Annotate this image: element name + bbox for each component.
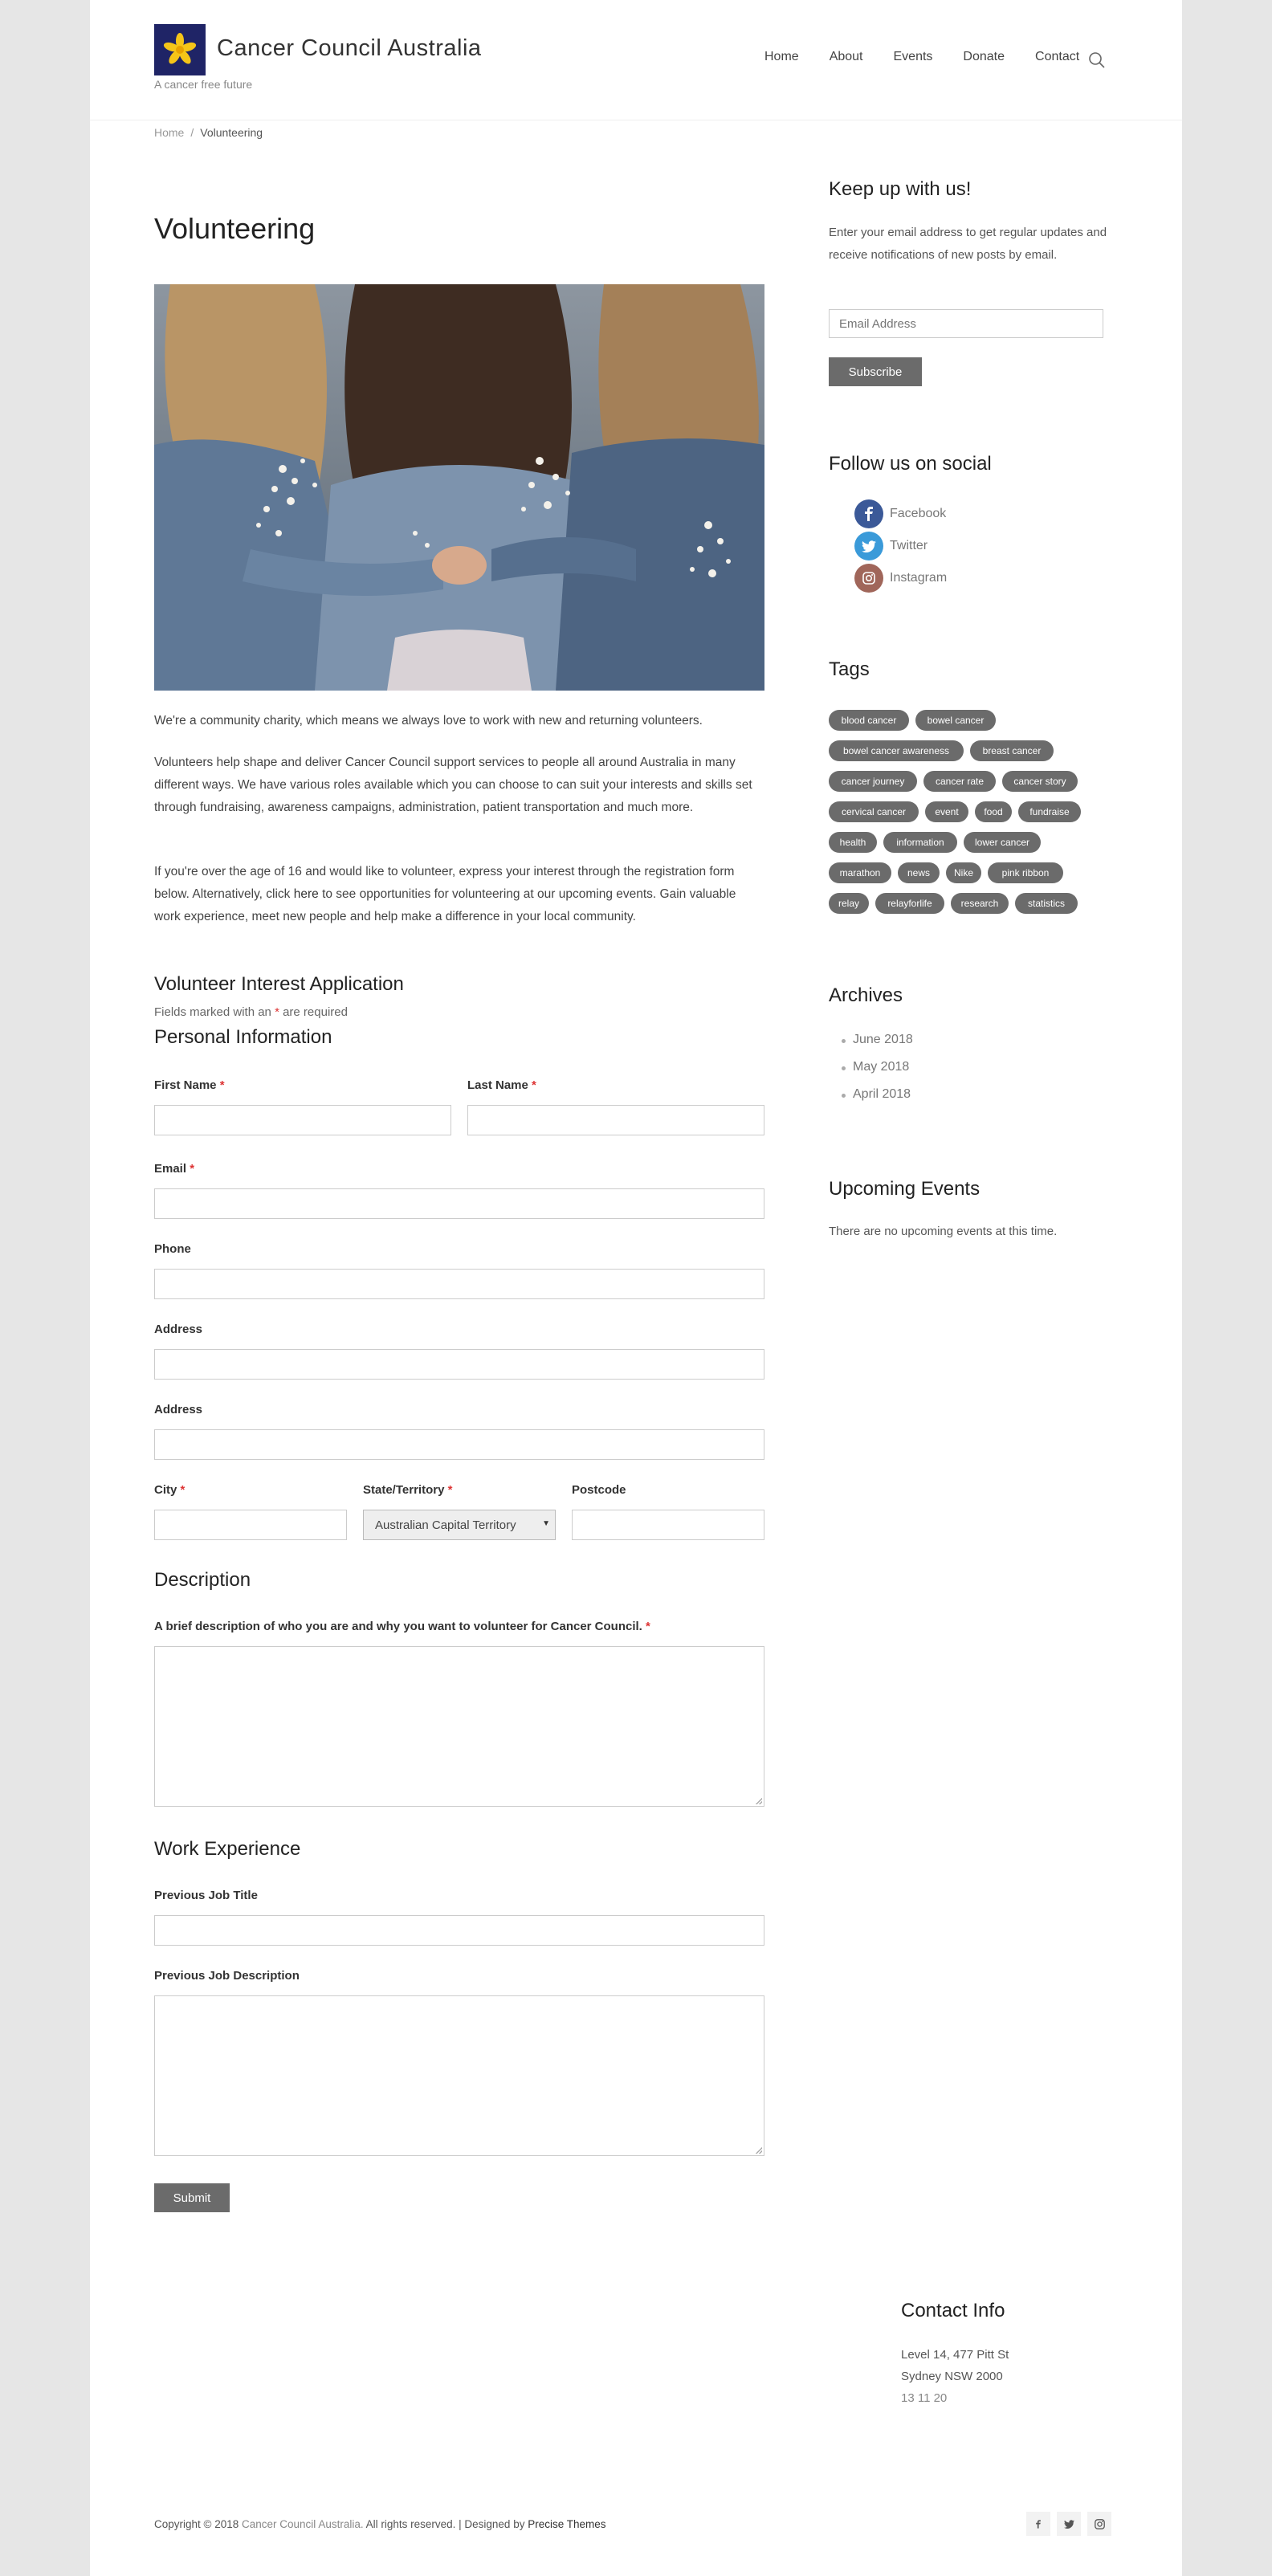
email-label-text: Email xyxy=(154,1162,187,1176)
newsletter-email-input[interactable] xyxy=(829,309,1103,338)
intro-paragraph: We're a community charity, which means we always love to work with new and returning volunteers. xyxy=(154,714,703,728)
site-tagline: A cancer free future xyxy=(154,78,253,91)
facebook-icon xyxy=(854,499,883,528)
contact-address-line1: Level 14, 477 Pitt St xyxy=(901,2348,1009,2362)
upcoming-events-heading: Upcoming Events xyxy=(829,1178,980,1200)
archive-link-june-2018[interactable]: June 2018 xyxy=(853,1033,913,1046)
required-star: * xyxy=(275,1005,279,1019)
last-name-input[interactable] xyxy=(467,1105,764,1135)
site-header xyxy=(90,0,1182,120)
tag-lower-cancer[interactable]: lower cancer xyxy=(964,832,1041,853)
breadcrumb-current: Volunteering xyxy=(200,126,263,139)
contact-address-line2: Sydney NSW 2000 xyxy=(901,2370,1003,2383)
footer-twitter-icon[interactable] xyxy=(1057,2512,1081,2536)
instagram-icon xyxy=(854,564,883,593)
required-star: * xyxy=(447,1483,453,1497)
tag-bowel-cancer[interactable]: bowel cancer xyxy=(915,710,996,731)
instagram-link[interactable] xyxy=(854,564,947,593)
tag-cancer-story[interactable]: cancer story xyxy=(1002,771,1078,792)
copyright xyxy=(154,2518,606,2530)
page-title: Volunteering xyxy=(154,212,316,245)
tag-fundraise[interactable]: fundraise xyxy=(1018,801,1081,822)
copyright-text: Copyright © 2018 xyxy=(154,2518,243,2530)
state-label xyxy=(363,1483,452,1497)
tag-cancer-rate[interactable]: cancer rate xyxy=(923,771,996,792)
daffodil-logo[interactable] xyxy=(154,24,206,75)
prev-job-desc-textarea[interactable] xyxy=(154,1995,764,2156)
facebook-label: Facebook xyxy=(890,507,947,520)
first-name-label-text: First Name xyxy=(154,1078,217,1092)
state-select[interactable] xyxy=(363,1510,556,1540)
work-experience-heading: Work Experience xyxy=(154,1838,301,1860)
tag-information[interactable]: information xyxy=(883,832,957,853)
search-icon[interactable] xyxy=(1088,51,1106,69)
nav-events[interactable]: Events xyxy=(893,50,933,63)
contact-phone[interactable]: 13 11 20 xyxy=(901,2391,948,2405)
form-title: Volunteer Interest Application xyxy=(154,973,404,995)
nav-donate[interactable]: Donate xyxy=(963,50,1005,63)
copyright-site-link[interactable]: Cancer Council Australia. xyxy=(242,2518,364,2530)
required-star: * xyxy=(646,1620,650,1633)
contact-info-heading: Contact Info xyxy=(901,2300,1005,2321)
first-name-input[interactable] xyxy=(154,1105,451,1135)
resize-handle[interactable] xyxy=(756,1798,762,1804)
required-star: * xyxy=(180,1483,186,1497)
city-label-text: City xyxy=(154,1483,177,1497)
email-field[interactable] xyxy=(154,1188,764,1219)
twitter-icon xyxy=(854,532,883,560)
personal-info-heading: Personal Information xyxy=(154,1026,332,1048)
nav-about[interactable]: About xyxy=(829,50,863,63)
required-star: * xyxy=(190,1162,195,1176)
designer-link[interactable]: Precise Themes xyxy=(528,2518,606,2530)
description-label-text: A brief description of who you are and why you want to volunteer for Cancer Council. xyxy=(154,1620,642,1633)
chevron-down-icon: ▼ xyxy=(539,1519,550,1528)
address2-field[interactable] xyxy=(154,1429,764,1460)
tag-blood-cancer[interactable]: blood cancer xyxy=(829,710,909,731)
tag-health[interactable]: health xyxy=(829,832,877,853)
footer-facebook-icon[interactable] xyxy=(1026,2512,1050,2536)
prev-job-title-label: Previous Job Title xyxy=(154,1889,258,1902)
facebook-link[interactable] xyxy=(854,499,946,528)
page xyxy=(90,0,1182,2576)
keep-up-text: Enter your email address to get regular updates and receive notifications of new posts by email. xyxy=(829,226,1107,262)
tag-breast-cancer[interactable]: breast cancer xyxy=(970,740,1054,761)
required-note-text: Fields marked with an xyxy=(154,1005,275,1019)
tag-food[interactable]: food xyxy=(975,801,1012,822)
register-text-start: If you're over the age of 16 and would like to volunteer, express your interest through the registration form below. Alternatively, click xyxy=(154,865,735,901)
tag-cancer-journey[interactable]: cancer journey xyxy=(829,771,917,792)
phone-label: Phone xyxy=(154,1242,191,1256)
tag-research[interactable]: research xyxy=(951,893,1009,914)
address-field[interactable] xyxy=(154,1349,764,1380)
postcode-field[interactable] xyxy=(572,1510,764,1540)
twitter-link[interactable] xyxy=(854,532,928,560)
subscribe-button[interactable]: Subscribe xyxy=(829,357,922,386)
tag-nike[interactable]: Nike xyxy=(946,862,981,883)
description-heading: Description xyxy=(154,1569,251,1591)
tag-pink-ribbon[interactable]: pink ribbon xyxy=(988,862,1063,883)
state-label-text: State/Territory xyxy=(363,1483,445,1497)
required-note-text-end: are required xyxy=(279,1005,348,1019)
footer-instagram-icon[interactable] xyxy=(1087,2512,1111,2536)
city-label xyxy=(154,1483,185,1497)
last-name-label-text: Last Name xyxy=(467,1078,528,1092)
archives-heading: Archives xyxy=(829,984,903,1006)
state-select-value: Australian Capital Territory xyxy=(375,1518,516,1532)
tags-heading: Tags xyxy=(829,658,870,680)
tag-news[interactable]: news xyxy=(898,862,940,883)
twitter-label: Twitter xyxy=(890,539,928,552)
opportunities-link[interactable]: here xyxy=(293,887,319,901)
volunteers-paragraph: Volunteers help shape and deliver Cancer Council support services to people all around Australia in many different ways. We have various roles available which you can choose to can suit your interests and skills set through fundraising, awareness campaigns, administration, patient transportation and much more. xyxy=(154,756,752,814)
register-text-end: to see opportunities for volunteering at our upcoming events. Gain valuable work experience, meet new people and help make a difference in your local community. xyxy=(154,887,736,923)
resize-handle[interactable] xyxy=(756,2147,762,2154)
address-label: Address xyxy=(154,1323,203,1336)
breadcrumb-home[interactable]: Home xyxy=(154,126,185,139)
description-textarea[interactable] xyxy=(154,1646,764,1807)
follow-heading: Follow us on social xyxy=(829,453,992,475)
no-events-text: There are no upcoming events at this time. xyxy=(829,1225,1058,1238)
instagram-label: Instagram xyxy=(890,571,948,585)
nav-contact[interactable]: Contact xyxy=(1035,50,1080,63)
last-name-label xyxy=(467,1078,536,1092)
register-paragraph xyxy=(154,861,764,928)
main-nav xyxy=(764,50,1110,64)
required-star: * xyxy=(219,1078,225,1092)
required-note xyxy=(154,1005,348,1019)
description-label xyxy=(154,1620,650,1633)
archive-link-april-2018[interactable]: April 2018 xyxy=(853,1087,911,1101)
prev-job-title-field[interactable] xyxy=(154,1915,764,1946)
tag-cervical-cancer[interactable]: cervical cancer xyxy=(829,801,919,822)
archive-link-may-2018[interactable]: May 2018 xyxy=(853,1060,910,1074)
tag-bowel-cancer-awareness[interactable]: bowel cancer awareness xyxy=(829,740,964,761)
copyright-text-mid: All rights reserved. | Designed by xyxy=(363,2518,528,2530)
email-label xyxy=(154,1162,194,1176)
site-title[interactable]: Cancer Council Australia xyxy=(217,35,482,61)
breadcrumb xyxy=(154,126,263,139)
required-star: * xyxy=(532,1078,536,1092)
nav-home[interactable]: Home xyxy=(764,50,799,63)
breadcrumb-separator: / xyxy=(190,126,194,139)
submit-button[interactable]: Submit xyxy=(154,2183,230,2212)
phone-field[interactable] xyxy=(154,1269,764,1299)
hero-image xyxy=(154,284,764,691)
postcode-label: Postcode xyxy=(572,1483,626,1497)
tag-relayforlife[interactable]: relayforlife xyxy=(875,893,944,914)
address2-label: Address xyxy=(154,1403,203,1416)
keep-up-heading: Keep up with us! xyxy=(829,178,972,200)
first-name-label xyxy=(154,1078,225,1092)
tag-statistics[interactable]: statistics xyxy=(1015,893,1078,914)
tag-event[interactable]: event xyxy=(925,801,968,822)
prev-job-desc-label: Previous Job Description xyxy=(154,1969,300,1983)
city-field[interactable] xyxy=(154,1510,347,1540)
tag-marathon[interactable]: marathon xyxy=(829,862,891,883)
tag-relay[interactable]: relay xyxy=(829,893,869,914)
